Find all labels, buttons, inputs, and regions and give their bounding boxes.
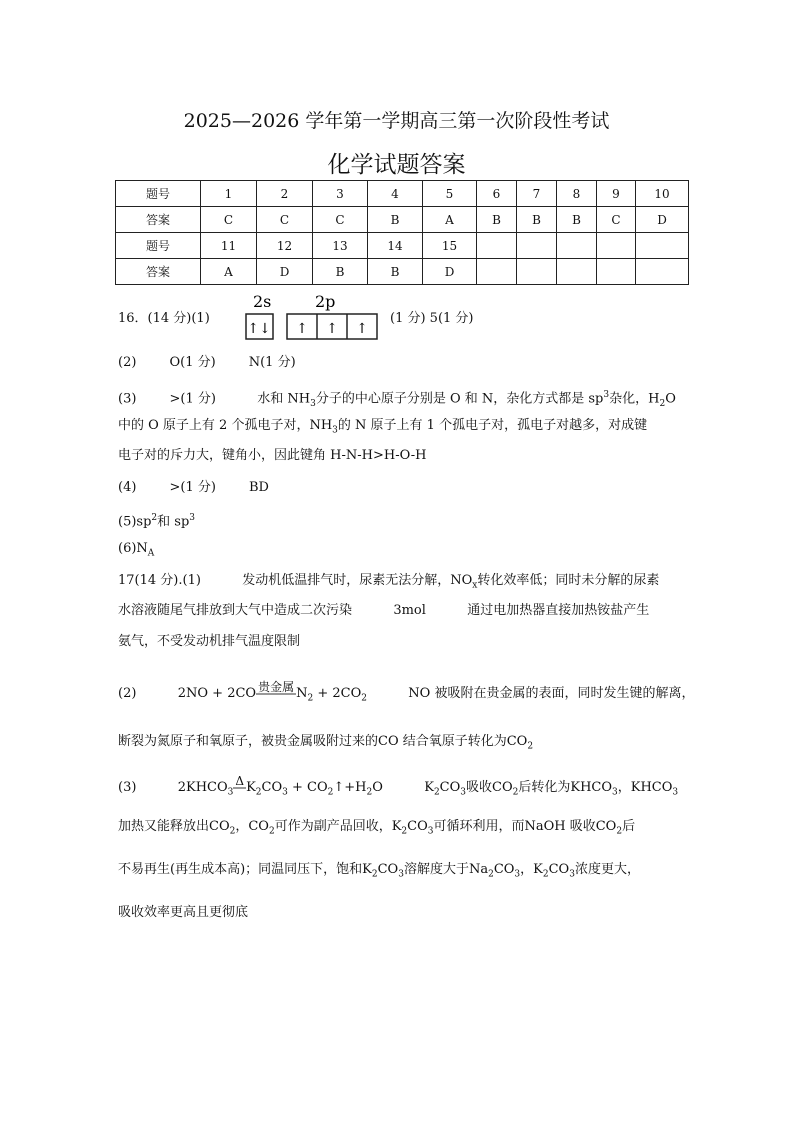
text-segment: x xyxy=(472,580,478,591)
answer-cell xyxy=(557,259,597,285)
answer-line xyxy=(118,355,296,371)
text-segment: 3 xyxy=(227,787,234,798)
text-segment: 2 xyxy=(659,398,666,409)
text-segment: CO xyxy=(261,780,283,795)
text-segment: 2 xyxy=(151,513,158,523)
table-row xyxy=(116,233,689,259)
text-segment: + 2CO xyxy=(313,686,362,701)
row-header-cell: 答案 xyxy=(116,259,201,285)
answer-cell: B xyxy=(313,259,368,285)
text-segment: CO xyxy=(493,862,515,877)
text-segment: NO 被吸附在贵金属的表面，同时发生键的解离， xyxy=(366,686,695,701)
answer-cell: C xyxy=(257,207,313,233)
answer-cell: A xyxy=(201,259,257,285)
text-segment: N xyxy=(296,686,308,701)
text-segment: 2 xyxy=(361,693,367,704)
answer-table xyxy=(115,180,689,285)
text-segment: 和 sp xyxy=(157,514,190,530)
text-segment: 2 xyxy=(229,826,236,837)
text-segment: 吸收CO xyxy=(466,780,513,795)
text-segment: 3 xyxy=(612,787,618,798)
answer-cell: B xyxy=(368,259,423,285)
text-segment: 2 xyxy=(307,693,314,704)
text-segment: 2 xyxy=(401,826,408,837)
text-segment: 3 xyxy=(398,869,404,880)
answer-cell: D xyxy=(636,207,689,233)
text-segment: (2) O(1 分) N(1 分) xyxy=(118,355,296,370)
answer-line xyxy=(118,510,195,530)
answer-cell: 15 xyxy=(423,233,477,259)
text-segment: 水溶液随尾气排放到大气中造成二次污染 3mol 通过电加热器直接加热铵盐产生 xyxy=(118,603,650,618)
answer-cell: 12 xyxy=(257,233,313,259)
text-segment: O xyxy=(665,391,676,407)
answer-cell: D xyxy=(257,259,313,285)
text-segment: 2 xyxy=(512,787,519,798)
text-segment: A xyxy=(147,548,155,559)
table-row xyxy=(116,207,689,233)
answer-cell xyxy=(477,233,517,259)
answer-cell: B xyxy=(368,207,423,233)
answer-line xyxy=(118,681,694,707)
text-segment: CO xyxy=(439,780,461,795)
answer-cell: 6 xyxy=(477,181,517,207)
label-2s: 2s xyxy=(253,293,272,311)
answer-line xyxy=(118,603,649,619)
row-header-cell: 答案 xyxy=(116,207,201,233)
text-segment: 分子的中心原子分别是 O 和 N，杂化方式都是 sp xyxy=(315,391,604,407)
answer-cell: 2 xyxy=(257,181,313,207)
answer-cell: 8 xyxy=(557,181,597,207)
text-segment: 3 xyxy=(332,425,338,436)
answer-line xyxy=(118,734,533,755)
text-segment: 浓度更大， xyxy=(574,862,640,877)
answer-cell: 3 xyxy=(313,181,368,207)
answer-line xyxy=(118,448,426,464)
text-segment: O K xyxy=(372,780,434,795)
text-segment: 2 xyxy=(433,787,440,798)
answer-line xyxy=(118,775,678,801)
label-2p: 2p xyxy=(315,293,336,311)
text-segment: (5)sp xyxy=(118,514,152,530)
text-segment: 电子对的斥力大，键角小，因此键角 H-N-H>H-O-H xyxy=(118,448,427,463)
reaction-condition: Δ xyxy=(235,774,245,788)
text-segment: 氨气，不受发动机排气温度限制 xyxy=(118,634,301,649)
answer-line xyxy=(118,387,676,412)
text-segment: ↑+H xyxy=(333,780,367,795)
answer-line xyxy=(118,541,154,562)
text-segment: 转化效率低；同时未分解的尿素 xyxy=(477,573,660,588)
answer-cell xyxy=(597,259,636,285)
answer-line xyxy=(118,573,659,594)
text-segment: 3 xyxy=(460,787,467,798)
text-segment: 2 xyxy=(371,869,378,880)
text-segment: 后 xyxy=(622,819,636,834)
answer-cell: B xyxy=(517,207,557,233)
text-segment: 3 xyxy=(282,787,288,798)
text-segment: 3 xyxy=(514,869,521,880)
text-segment: 17(14 分).(1) 发动机低温排气时，尿素无法分解，NO xyxy=(118,573,473,588)
answer-cell: 4 xyxy=(368,181,423,207)
text-segment: 2 xyxy=(255,787,262,798)
text-segment: 2 xyxy=(366,787,373,798)
text-segment: 吸收效率更高且更彻底 xyxy=(118,905,249,920)
answer-cell: 10 xyxy=(636,181,689,207)
answer-cell: 9 xyxy=(597,181,636,207)
answer-cell: B xyxy=(557,207,597,233)
text-segment: 2 xyxy=(327,787,334,798)
text-segment: 3 xyxy=(427,826,434,837)
text-segment: CO xyxy=(548,862,570,877)
text-segment: 16．(14 分)(1) xyxy=(118,311,210,326)
reaction-condition: 贵金属 xyxy=(258,680,295,694)
answer-cell: 5 xyxy=(423,181,477,207)
text-segment: ，CO xyxy=(235,819,269,834)
answer-cell xyxy=(636,259,689,285)
answer-cell xyxy=(517,233,557,259)
text-segment: (4) >(1 分) BD xyxy=(118,480,269,495)
text-segment: 3 xyxy=(569,869,575,880)
text-segment: 3 xyxy=(603,390,610,400)
row-header-cell: 题号 xyxy=(116,233,201,259)
text-segment: 2 xyxy=(488,869,494,880)
answer-line xyxy=(118,819,635,840)
text-segment: + CO xyxy=(287,780,328,795)
text-segment: 中的 O 原子上有 2 个孤电子对，NH xyxy=(118,418,333,433)
text-segment: 溶解度大于Na xyxy=(403,862,489,877)
answer-line xyxy=(118,634,300,650)
text-segment: 2 xyxy=(527,741,534,752)
text-segment: 后转化为KHCO xyxy=(518,780,613,795)
table-row xyxy=(116,181,689,207)
text-segment: 3 xyxy=(310,398,316,409)
text-segment: 3 xyxy=(672,787,679,798)
text-segment: CO xyxy=(377,862,399,877)
answer-cell: 14 xyxy=(368,233,423,259)
arrow-2p-1: ↑ xyxy=(296,321,308,337)
arrow-2p-2: ↑ xyxy=(326,321,338,337)
text-segment: CO xyxy=(407,819,428,834)
answer-cell: C xyxy=(201,207,257,233)
text-segment: (3) >(1 分) 水和 NH xyxy=(118,391,311,407)
answer-cell: 7 xyxy=(517,181,557,207)
arrow-2p-3: ↑ xyxy=(356,321,368,337)
answer-line xyxy=(118,480,269,496)
answer-cell: A xyxy=(423,207,477,233)
text-segment: 断裂为氮原子和氧原子，被贵金属吸附过来的CO 结合氧原子转化为CO xyxy=(118,734,528,749)
text-segment: (3) 2KHCO xyxy=(118,780,228,795)
answer-line xyxy=(118,905,248,921)
text-segment: (2) 2NO + 2CO xyxy=(118,686,257,701)
text-segment: (1 分) 5(1 分) xyxy=(390,311,474,326)
exam-subtitle: 化学试题答案 xyxy=(327,152,466,178)
text-segment: K xyxy=(246,780,256,795)
text-segment: 2 xyxy=(542,869,549,880)
answer-cell xyxy=(636,233,689,259)
table-row xyxy=(116,259,689,285)
text-segment: 可作为副产品回收，K xyxy=(274,819,402,834)
answer-cell: B xyxy=(477,207,517,233)
answer-line xyxy=(118,311,474,327)
text-segment: 的 N 原子上有 1 个孤电子对，孤电子对越多，对成键 xyxy=(337,418,648,433)
text-segment: (6)N xyxy=(118,541,148,556)
text-segment: 杂化，H xyxy=(609,391,660,407)
answer-line xyxy=(118,418,647,439)
text-segment: 加热又能释放出CO xyxy=(118,819,230,834)
text-segment: ，K xyxy=(520,862,543,877)
answer-cell: 11 xyxy=(201,233,257,259)
text-segment: ，KHCO xyxy=(617,780,673,795)
orbital-diagram xyxy=(243,293,383,343)
text-segment: 3 xyxy=(189,513,196,523)
text-segment: 2 xyxy=(268,826,275,837)
answer-cell: C xyxy=(313,207,368,233)
answer-cell: 1 xyxy=(201,181,257,207)
answer-cell: 13 xyxy=(313,233,368,259)
answer-cell: D xyxy=(423,259,477,285)
exam-title: 2025—2026 学年第一学期高三第一次阶段性考试 xyxy=(183,110,610,132)
arrows-2s: ↑↓ xyxy=(247,321,271,337)
text-segment: 可循环利用，而NaOH 吸收CO xyxy=(433,819,617,834)
answer-cell xyxy=(477,259,517,285)
row-header-cell: 题号 xyxy=(116,181,201,207)
answer-line xyxy=(118,862,640,883)
answer-cell: C xyxy=(597,207,636,233)
answer-cell xyxy=(517,259,557,285)
answer-cell xyxy=(597,233,636,259)
answer-cell xyxy=(557,233,597,259)
text-segment: 不易再生(再生成本高)；同温同压下，饱和K xyxy=(118,862,372,877)
text-segment: 2 xyxy=(616,826,623,837)
